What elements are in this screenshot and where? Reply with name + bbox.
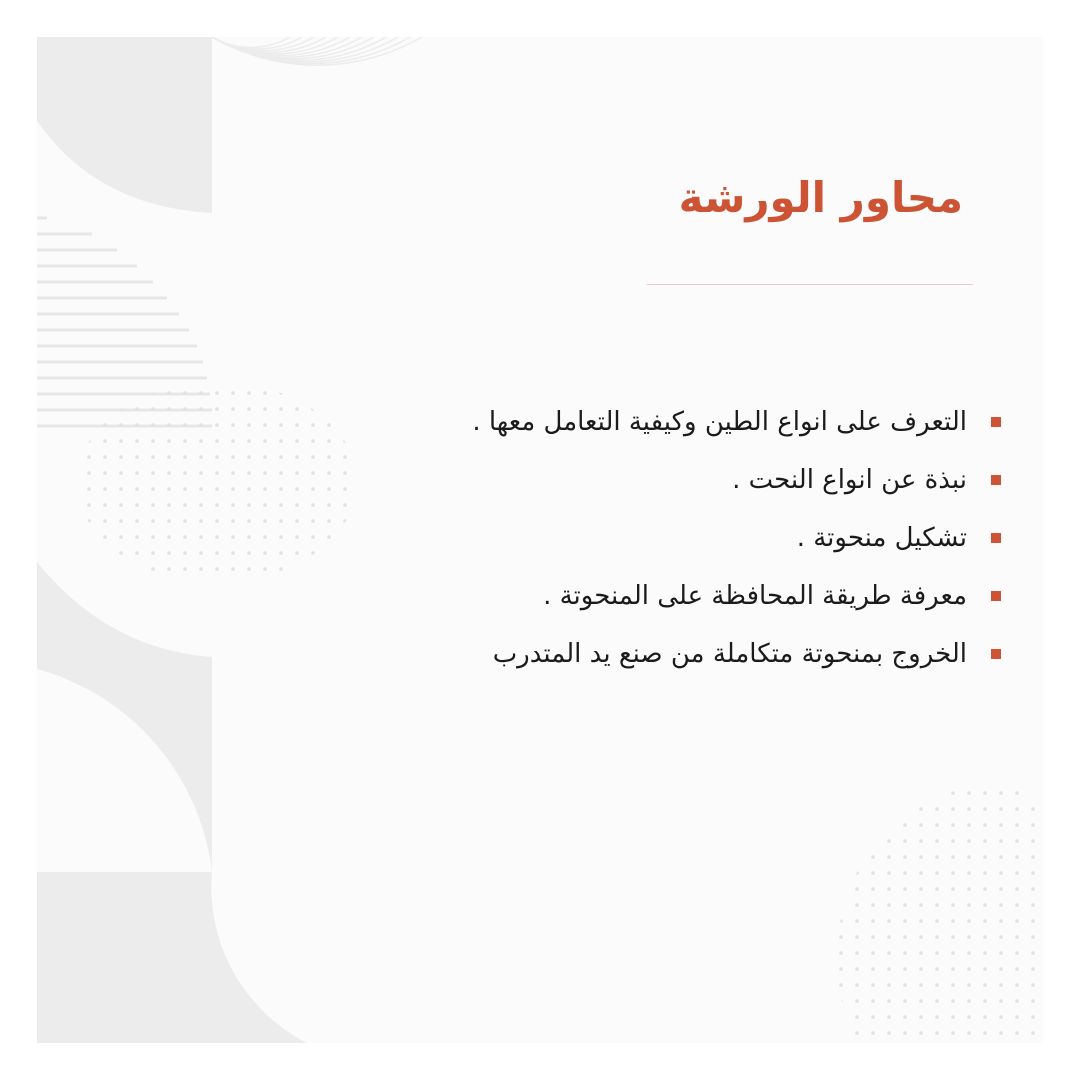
square-bullet-icon — [991, 649, 1001, 659]
topic-text: الخروج بمنحوتة متكاملة من صنع يد المتدرب — [492, 639, 967, 669]
square-bullet-icon — [991, 591, 1001, 601]
list-item — [241, 393, 1001, 451]
square-bullet-icon — [991, 533, 1001, 543]
concentric-arcs-decoration — [212, 37, 422, 65]
square-bullet-icon — [991, 417, 1001, 427]
topic-text: التعرف على انواع الطين وكيفية التعامل معها . — [472, 407, 967, 437]
square-bullet-icon — [991, 475, 1001, 485]
list-item — [241, 451, 1001, 509]
topics-list — [241, 393, 1001, 683]
topic-text: تشكيل منحوتة . — [796, 523, 967, 553]
bottom-quarter-circle-shape — [37, 872, 307, 1043]
topic-text: نبذة عن انواع النحت . — [732, 465, 967, 495]
title-divider — [647, 284, 973, 285]
slide-card — [37, 37, 1043, 1043]
page-title: محاور الورشة — [678, 173, 963, 222]
list-item — [241, 567, 1001, 625]
dot-grid-bottom-right-decoration — [837, 787, 1043, 1043]
topic-text: معرفة طريقة المحافظة على المنحوتة . — [543, 581, 967, 611]
list-item — [241, 625, 1001, 683]
lower-left-arc-shape — [37, 669, 212, 872]
list-item — [241, 509, 1001, 567]
